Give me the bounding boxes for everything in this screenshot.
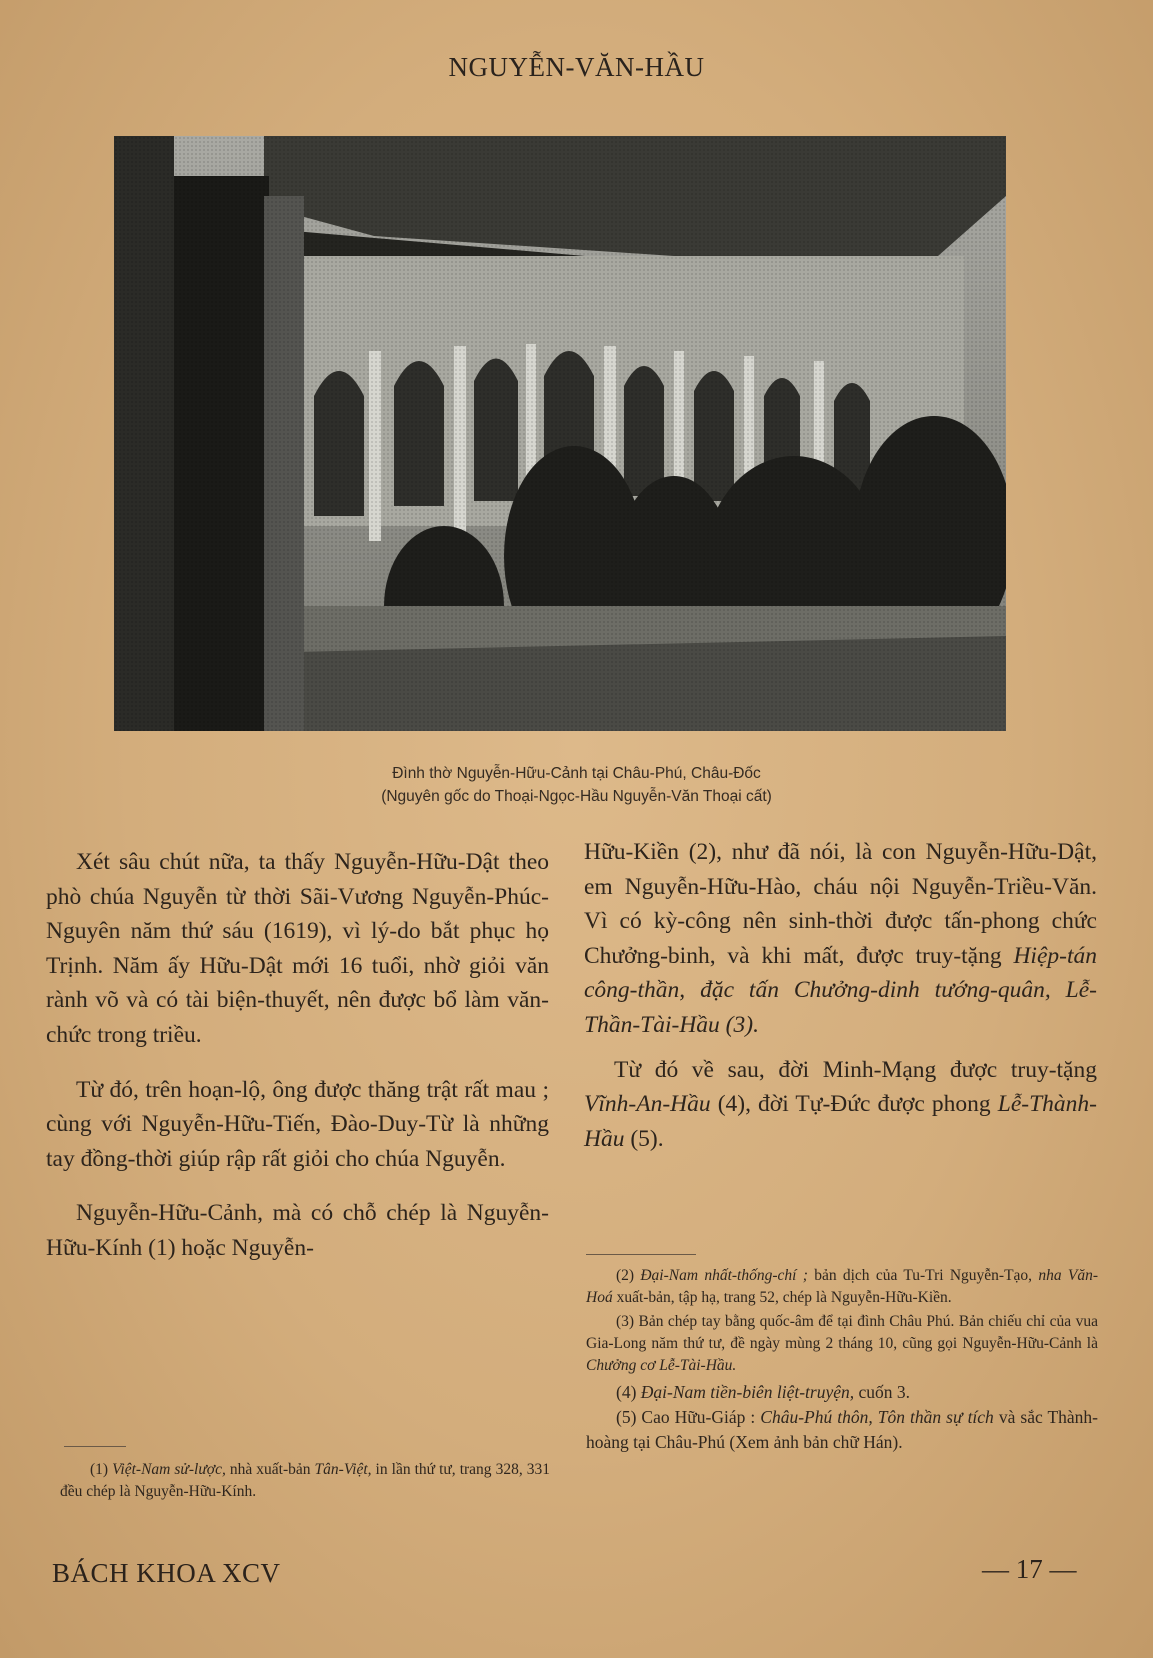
footnote-rule — [586, 1254, 696, 1255]
paragraph — [584, 835, 1097, 1043]
page-number: — 17 — — [982, 1554, 1077, 1584]
caption-line-1: Đình thờ Nguyễn-Hữu-Cảnh tại Châu-Phú, Châu-Đốc — [392, 765, 761, 782]
text-run: (5). — [624, 1125, 664, 1152]
italic-title: Lễ-Thành-Hầu — [584, 1091, 1097, 1152]
footnotes-right — [586, 1254, 1098, 1455]
text-run: (4), đời Tự-Đức được phong — [710, 1091, 998, 1118]
paragraph: Nguyễn-Hữu-Cảnh, mà có chỗ chép là Nguyễn-Hữu-Kính (1) hoặc Nguyễn- — [46, 1200, 549, 1261]
right-column — [584, 835, 1097, 1156]
temple-photo — [114, 136, 1006, 731]
running-head: NGUYỄN-VĂN-HẦU — [448, 52, 705, 82]
footnote-1: (1) Việt-Nam sử-lược, nhà xuất-bản Tân-Việt, in lần thứ tư, trang 328, 331 đều chép là Nguyễn-Hữu-Kính. — [60, 1461, 550, 1500]
footnotes-left — [60, 1446, 550, 1503]
caption-line-2: (Nguyên gốc do Thoại-Ngọc-Hầu Nguyễn-Văn Thoại cất) — [381, 788, 772, 805]
footnote-4: (4) Đại-Nam tiền-biên liệt-truyện, cuốn 3. — [616, 1382, 911, 1402]
paragraph: Xét sâu chút nữa, ta thấy Nguyễn-Hữu-Dật theo phò chúa Nguyễn từ thời Sãi-Vương Nguyễn-Phúc-Nguyên năm thứ sáu (1619), vì lý-do bắt phục họ Trịnh. Năm ấy Hữu-Dật mới 16 tuổi, nhờ giỏi văn rành võ và có tài biện-thuyết, nên được bổ làm văn-chức trong triều. — [46, 849, 549, 1048]
text-run: Hữu-Kiền (2), như đã nói, là con Nguyễn-Hữu-Dật, em Nguyễn-Hữu-Hào, cháu nội Nguyễn-Triều-Văn. Vì có kỳ-công nên sinh-thời được tấn-phong chức Chưởng-binh, và khi mất, được truy-tặng — [584, 839, 1097, 969]
paragraph — [584, 1053, 1097, 1157]
footnote-rule — [64, 1446, 126, 1447]
paragraph: Từ đó, trên hoạn-lộ, ông được thăng trật rất mau ; cùng với Nguyễn-Hữu-Tiến, Đào-Duy-Từ là những tay đồng-thời giúp rập rất giỏi cho chúa Nguyễn. — [46, 1076, 549, 1172]
footnote-2: (2) Đại-Nam nhất-thống-chí ; bản dịch của Tu-Tri Nguyễn-Tạo, nha Văn-Hoá xuất-bản, tập hạ, trang 52, chép là Nguyễn-Hữu-Kiền. — [586, 1267, 1098, 1306]
publication-name: BÁCH KHOA XCV — [52, 1558, 281, 1588]
left-column — [46, 845, 549, 1266]
footnote-5: (5) Cao Hữu-Giáp : Châu-Phú thôn, Tôn thần sự tích và sắc Thành-hoàng tại Châu-Phú (Xem ảnh bản chữ Hán). — [586, 1407, 1098, 1452]
italic-title: Hiệp-tán công-thần, đặc tấn Chưởng-dinh tướng-quân, Lễ-Thần-Tài-Hầu (3). — [584, 942, 1097, 1038]
italic-title: Vĩnh-An-Hầu — [584, 1091, 711, 1118]
footnote-3: (3) Bản chép tay bằng quốc-âm để tại đình Châu Phú. Bản chiếu chỉ của vua Gia-Long năm thứ tư, đề ngày mùng 2 tháng 10, cũng gọi Nguyễn-Hữu-Cảnh là Chưởng cơ Lễ-Tài-Hầu. — [586, 1313, 1098, 1374]
photo-caption — [0, 762, 1153, 808]
text-run: Từ đó về sau, đời Minh-Mạng được truy-tặng — [614, 1056, 1097, 1083]
